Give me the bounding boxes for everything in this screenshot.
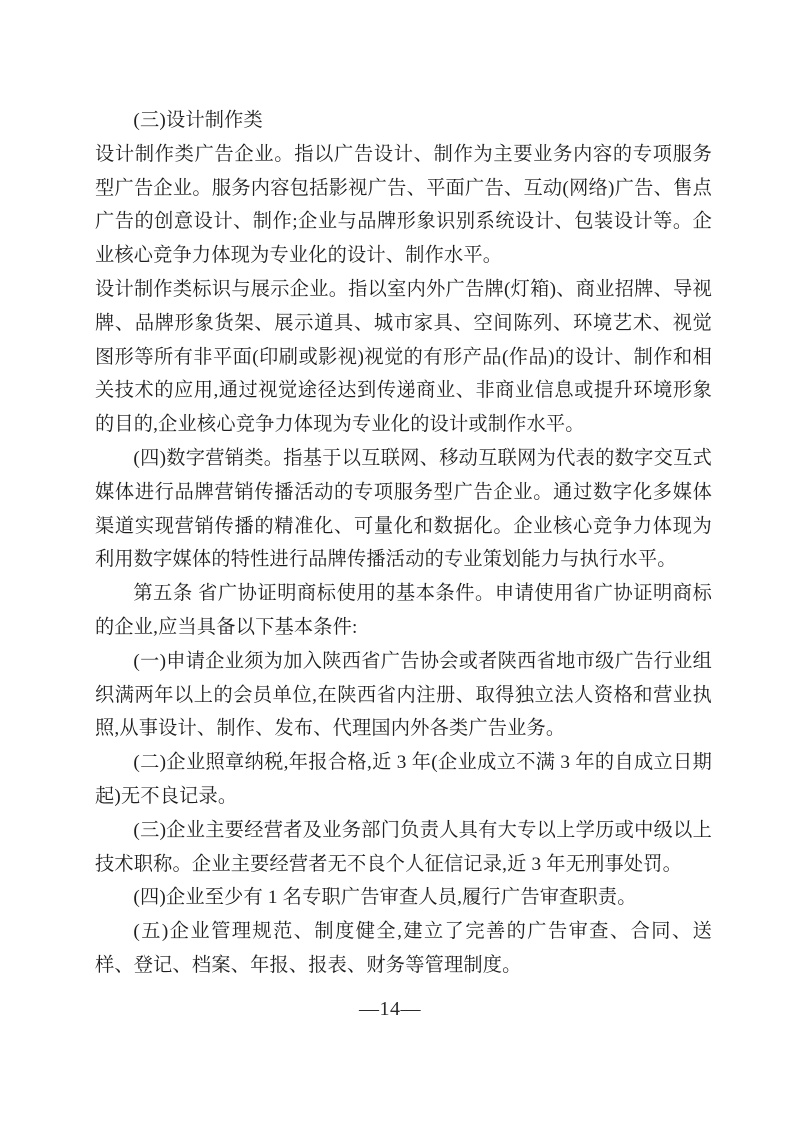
section-heading: (三)设计制作类 [133,110,263,131]
paragraph: 设计制作类标识与展示企业。指以室内外广告牌(灯箱)、商业招牌、导视牌、品牌形象货架、展示道具、城市家具、空间陈列、环境艺术、视觉图形等所有非平面(印刷或影视)视觉的有形产品(作品)的设计、制作和相关技术的应用,通过视觉途径达到传递商业、非商业信息或提升环境形象的目的,企业核心竞争力体现为专业化的设计或制作水平。 [95,278,712,436]
page-number: —14— [359,998,421,1020]
paragraph: 第五条 省广协证明商标使用的基本条件。申请使用省广协证明商标的企业,应当具备以下基本条件: [95,583,712,638]
paragraph: (四)企业至少有 1 名专职广告审查人员,履行广告审查职责。 [133,887,637,909]
document-body [95,104,712,983]
page-footer [95,998,685,1021]
paragraph: (四)数字营销类。指基于以互联网、移动互联网为代表的数字交互式媒体进行品牌营销传播活动的专项服务型广告企业。通过数字化多媒体渠道实现营销传播的精准化、可量化和数据化。企业核心竞争力体现为利用数字媒体的特性进行品牌传播活动的专业策划能力与执行水平。 [95,447,712,571]
paragraph: (二)企业照章纳税,年报合格,近 3 年(企业成立不满 3 年的自成立日期起)无不良记录。 [95,752,712,807]
paragraph: (五)企业管理规范、制度健全,建立了完善的广告审查、合同、送样、登记、档案、年报、报表、财务等管理制度。 [95,921,712,976]
paragraph: (一)申请企业须为加入陕西省广告协会或者陕西省地市级广告行业组织满两年以上的会员单位,在陕西省内注册、取得独立法人资格和营业执照,从事设计、制作、发布、代理国内外各类广告业务。 [95,650,712,740]
paragraph: 设计制作类广告企业。指以广告设计、制作为主要业务内容的专项服务型广告企业。服务内容包括影视广告、平面广告、互动(网络)广告、售点广告的创意设计、制作;企业与品牌形象识别系统设计、包装设计等。企业核心竞争力体现为专业化的设计、制作水平。 [95,143,712,267]
paragraph: (三)企业主要经营者及业务部门负责人具有大专以上学历或中级以上技术职称。企业主要经营者无不良个人征信记录,近 3 年无刑事处罚。 [95,819,712,875]
